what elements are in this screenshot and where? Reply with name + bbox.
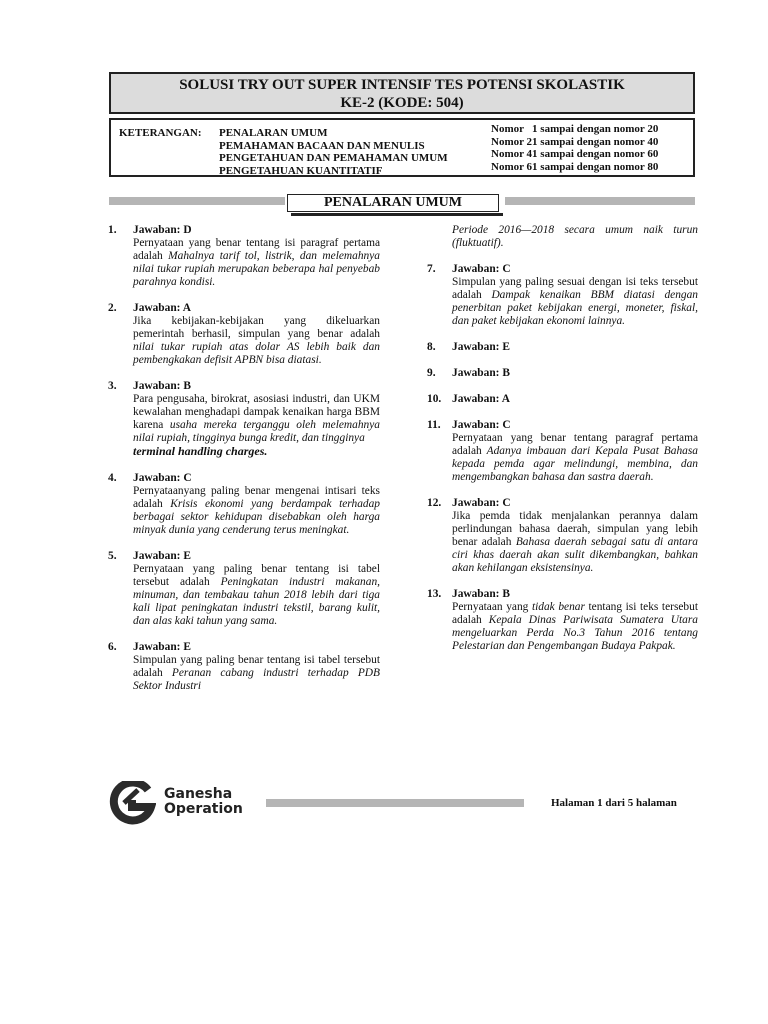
- range-item: Nomor 21 sampai dengan nomor 40: [491, 135, 659, 148]
- answer-item: [108, 224, 380, 289]
- answer-explanation-continued: Periode 2016—2018 secara umum naik turun (fluktuatif).: [452, 224, 698, 249]
- answer-key: Jawaban: C: [452, 497, 511, 509]
- footer-rule: [266, 799, 524, 807]
- answer-number: 7.: [427, 263, 436, 275]
- subject-item: PEMAHAMAN BACAAN DAN MENULIS: [219, 139, 425, 152]
- answer-number: 1.: [108, 224, 117, 236]
- answer-item: [108, 302, 380, 367]
- answer-key: Jawaban: E: [452, 341, 510, 353]
- document-title: [109, 72, 695, 114]
- answer-key: Jawaban: A: [452, 393, 510, 405]
- ganesha-g-logo-icon: [108, 781, 156, 825]
- answer-key: Jawaban: B: [452, 367, 510, 379]
- answer-item: [427, 263, 698, 328]
- answer-key: Jawaban: E: [133, 550, 191, 562]
- info-label: KETERANGAN:: [119, 127, 202, 139]
- answer-number: 11.: [427, 419, 441, 431]
- answer-item: [427, 588, 698, 653]
- section-rule-right: [505, 197, 695, 205]
- subject-item: PENGETAHUAN DAN PEMAHAMAN UMUM: [219, 152, 448, 164]
- range-list: [491, 123, 658, 173]
- answer-key: Jawaban: A: [133, 302, 191, 314]
- answer-number: 2.: [108, 302, 117, 314]
- subject-list: [219, 127, 448, 177]
- answer-item: [108, 472, 380, 537]
- answer-number: 3.: [108, 380, 117, 392]
- answer-item: [108, 550, 380, 628]
- logo-text: Ganesha Operation: [164, 786, 243, 817]
- answer-key: Jawaban: C: [452, 419, 511, 431]
- answer-number: 9.: [427, 367, 436, 379]
- answer-explanation: Simpulan yang paling benar tentang isi tabel tersebut adalah Peranan cabang industri terhadap PDB Sektor Industri: [133, 654, 380, 692]
- page-number: Halaman 1 dari 5 halaman: [551, 797, 677, 809]
- answer-explanation: Pernyataan yang benar tentang isi paragraf pertama adalah Mahalnya tarif tol, listrik, dan melemahnya nilai tukar rupiah merupakan beberapa hal penyebab parahnya kondisi.: [133, 237, 380, 288]
- answer-key: Jawaban: E: [133, 641, 191, 653]
- answer-key: Jawaban: C: [133, 472, 192, 484]
- answer-item: [427, 497, 698, 575]
- answer-number: 6.: [108, 641, 117, 653]
- answer-explanation: Jika pemda tidak menjalankan perannya dalam perlindungan bahasa daerah, simpulan yang lebih benar adalah Bahasa daerah sebagai satu di antara ciri khas daerah akan sulit dikembangkan, bahkan akan kehilangan eksistensinya.: [452, 510, 698, 574]
- answer-explanation: Pernyataan yang paling benar tentang isi tabel tersebut adalah Peningkatan industri makanan, minuman, dan tembakau tahun 2018 lebih dari tiga kali lipat peningkatan industri tekstil, barang kulit, dan alas kaki tahun yang sama.: [133, 563, 380, 627]
- answer-explanation: Para pengusaha, birokrat, asosiasi industri, dan UKM kewalahan menghadapi dampak kenaikan harga BBM karena usaha mereka terganggu oleh melemahnya nilai rupiah, tingginya bunga kredit, dan tingginya terminal handling charges.: [133, 393, 380, 458]
- answer-item: [108, 380, 380, 459]
- title-line-2: KE-2 (KODE: 504): [340, 95, 464, 111]
- answer-number: 5.: [108, 550, 117, 562]
- answer-number: 13.: [427, 588, 442, 600]
- answer-explanation: Simpulan yang paling sesuai dengan isi teks tersebut adalah Dampak kenaikan BBM diatasi dengan penerbitan paket kebijakan energi, moneter, fiskal, dan paket kebijakan ekonomi lainnya.: [452, 276, 698, 327]
- answer-explanation: Pernyataan yang benar tentang paragraf pertama adalah Adanya imbauan dari Kepala Pusat Bahasa kepada pemda agar melindungi, membina, dan mengembangkan bahasa dan sastra daerah.: [452, 432, 698, 483]
- answers-column-left: [108, 224, 380, 706]
- answer-key: Jawaban: B: [452, 588, 510, 600]
- answer-explanation: Pernyataan yang tidak benar tentang isi teks tersebut adalah Kepala Dinas Pariwisata Sumatera Utara mengeluarkan Perda No.3 Tahun 2016 tentang Pelestarian dan Pengembangan Budaya Pakpak.: [452, 601, 698, 652]
- answer-item: [427, 419, 698, 484]
- answer-key: Jawaban: B: [133, 380, 191, 392]
- answer-number: 8.: [427, 341, 436, 353]
- subject-item: PENGETAHUAN KUANTITATIF: [219, 164, 383, 177]
- answer-explanation: Pernyataanyang paling benar mengenai intisari teks adalah Krisis ekonomi yang berdampak terhadap berbagai sektor kehidupan disebabkan oleh harga minyak dunia yang cenderung terus meningkat.: [133, 485, 381, 536]
- answer-item: [427, 393, 698, 406]
- ganesha-operation-logo: [108, 781, 268, 825]
- answer-number: 4.: [108, 472, 117, 484]
- answer-item: [427, 341, 698, 354]
- info-box: [109, 118, 695, 177]
- range-item: Nomor 41 sampai dengan nomor 60: [491, 148, 659, 160]
- answer-key: Jawaban: C: [452, 263, 511, 275]
- answer-item: [427, 367, 698, 380]
- answer-item: [108, 641, 380, 693]
- range-item: Nomor 1 sampai dengan nomor 20: [491, 123, 659, 135]
- answer-explanation: Jika kebijakan-kebijakan yang dikeluarkan pemerintah berhasil, simpulan yang benar adalah nilai tukar rupiah atas dolar AS lebih baik dan pembengkakan defisit APBN bisa diatasi.: [133, 315, 380, 366]
- subject-item: PENALARAN UMUM: [219, 127, 328, 139]
- answer-number: 12.: [427, 497, 442, 509]
- section-title: PENALARAN UMUM: [287, 194, 499, 212]
- answer-number: 10.: [427, 393, 442, 405]
- section-rule-left: [109, 197, 285, 205]
- range-item: Nomor 61 sampai dengan nomor 80: [491, 160, 659, 173]
- answer-key: Jawaban: D: [133, 224, 192, 236]
- answers-column-right: [427, 224, 698, 666]
- title-line-1: SOLUSI TRY OUT SUPER INTENSIF TES POTENSI SKOLASTIK: [179, 77, 625, 93]
